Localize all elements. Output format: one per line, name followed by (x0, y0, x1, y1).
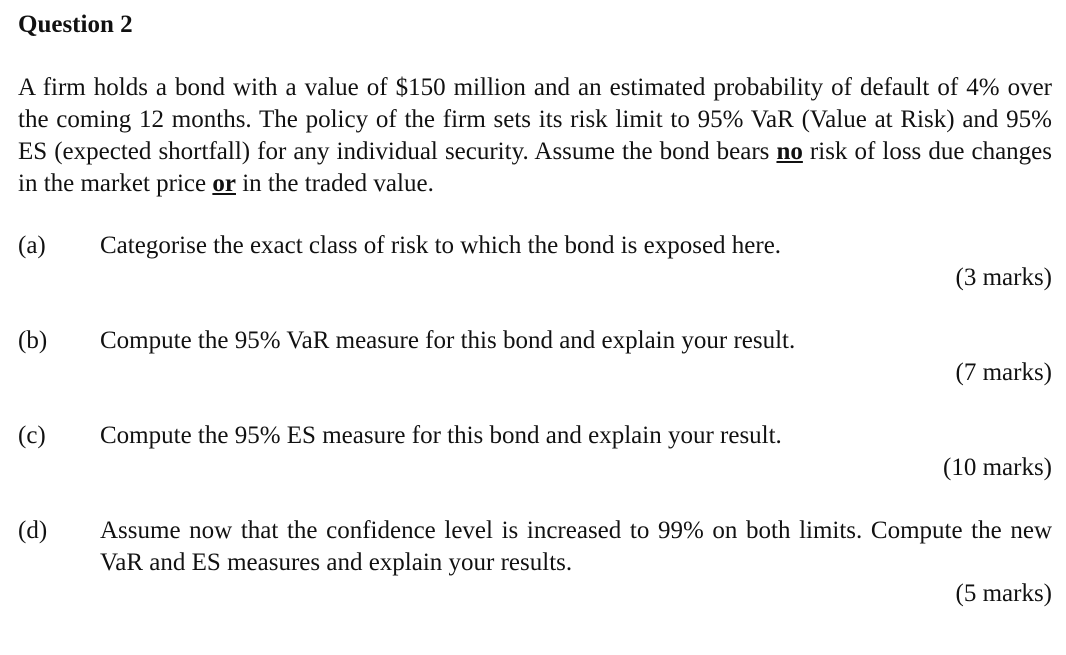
intro-text-2: risk of loss due changes in the market price (18, 138, 1053, 197)
part-d-label: (d) (18, 517, 48, 544)
intro-emphasis-or: or (212, 170, 236, 197)
part-b-label: (b) (18, 327, 48, 354)
part-b-marks: (7 marks) (955, 359, 1052, 386)
question-intro (18, 72, 1052, 200)
part-c-text: Compute the 95% ES measure for this bond and explain your result. (100, 422, 782, 449)
part-d-text: Assume now that the confidence level is increased to 99% on both limits. Compute the new VaR and ES measures and explain your results. (100, 517, 1052, 576)
part-b-text: Compute the 95% VaR measure for this bond and explain your result. (100, 327, 796, 354)
part-a-text: Categorise the exact class of risk to which the bond is exposed here. (100, 232, 782, 259)
intro-text-1: A firm holds a bond with a value of $150 million and an estimated probability of default of 4% over the coming 12 months. The policy of the firm sets its risk limit to 95% VaR (Value at Risk) and 95% ES (expected shortfall) for any individual security. Assume the bond bears (18, 74, 1052, 165)
part-c-marks: (10 marks) (943, 454, 1052, 481)
part-c-label: (c) (18, 422, 46, 449)
intro-emphasis-no: no (776, 138, 803, 165)
intro-text-3: in the traded value. (235, 170, 434, 197)
part-a-label: (a) (18, 232, 46, 259)
part-d-marks: (5 marks) (955, 580, 1052, 607)
question-title: Question 2 (18, 11, 133, 38)
part-a-marks: (3 marks) (955, 264, 1052, 291)
